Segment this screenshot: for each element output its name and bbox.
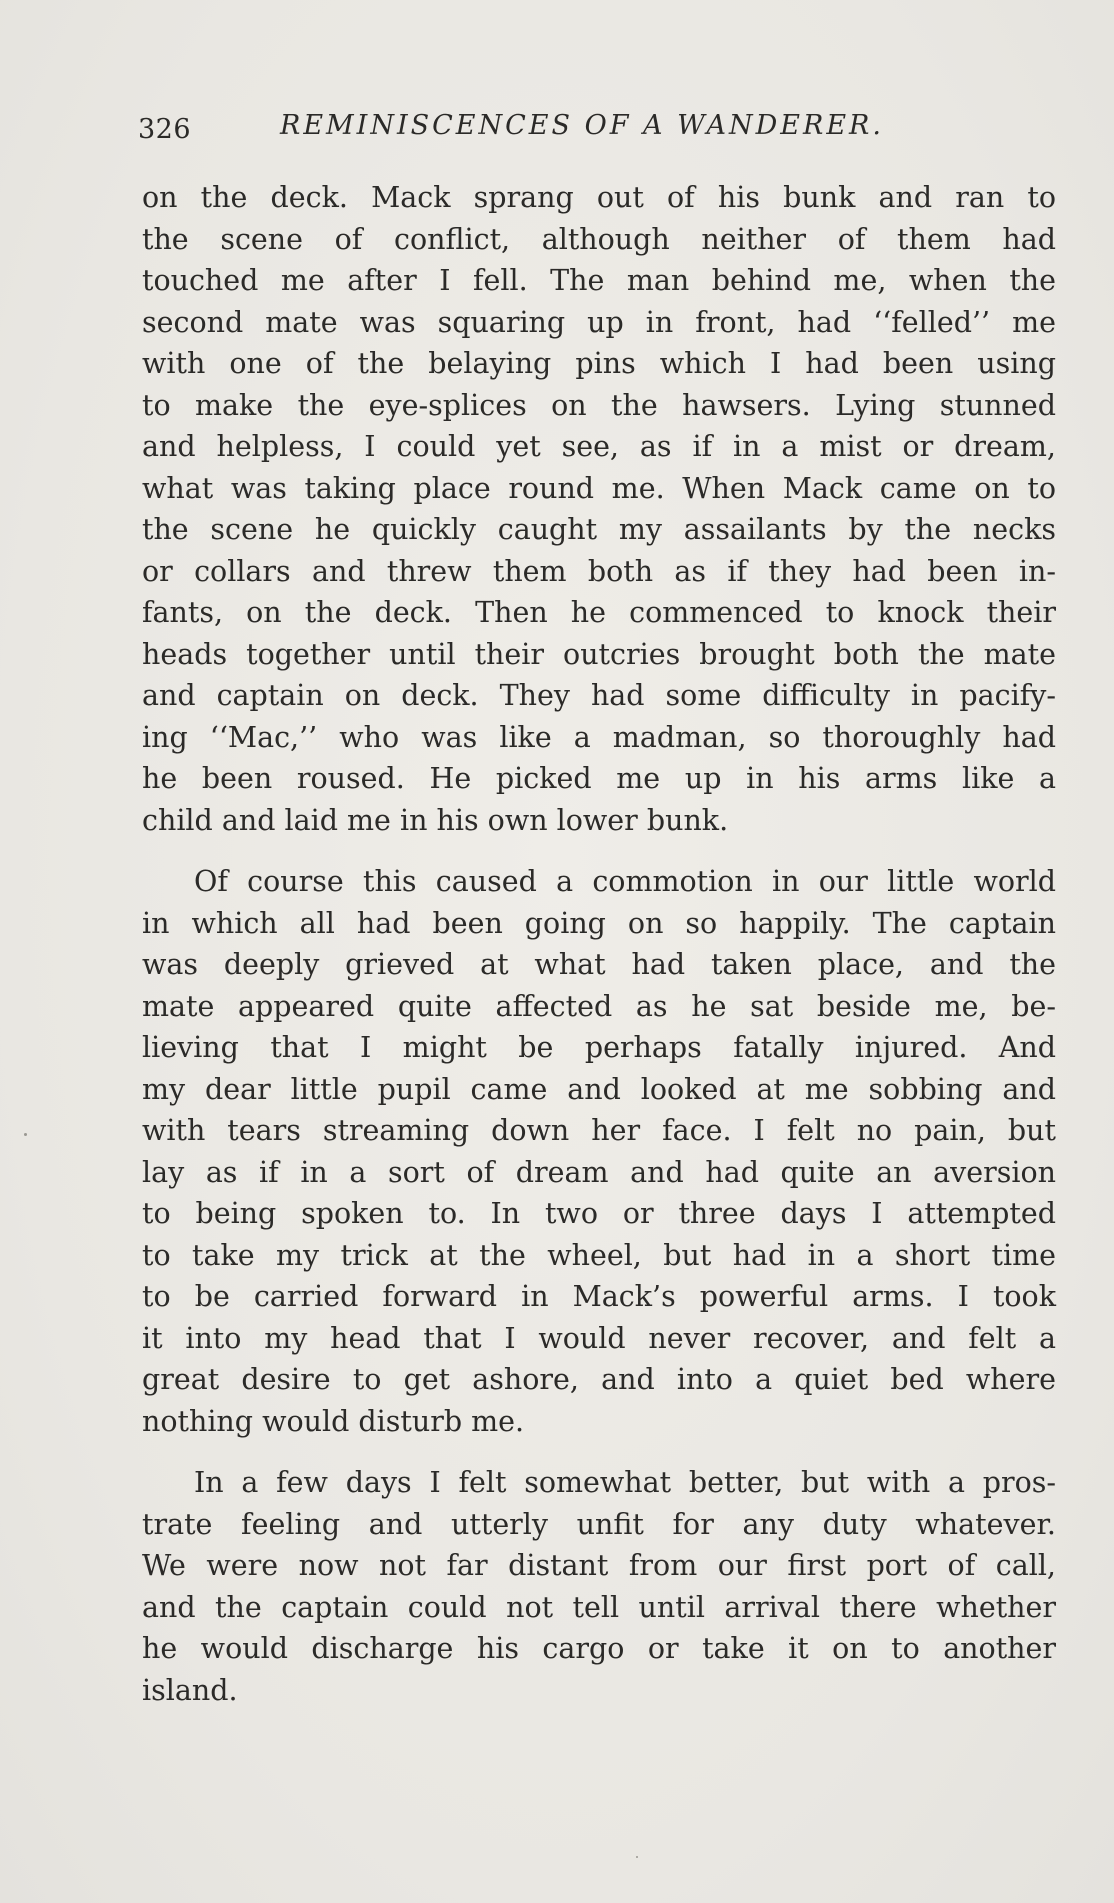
- text-line: In a few days I felt somewhat better, but with a pros-: [194, 1466, 1056, 1499]
- text-line: ing ‘‘Mac,’’ who was like a madman, so thoroughly had: [142, 720, 1056, 754]
- text-line: it into my head that I would never recover, and felt a: [142, 1321, 1056, 1355]
- text-line: and helpless, I could yet see, as if in a mist or dream,: [142, 430, 1056, 463]
- text-line: to being spoken to. In two or three days I attempted: [142, 1197, 1056, 1230]
- text-line: mate appeared quite affected as he sat beside me, be-: [142, 989, 1056, 1023]
- text-line: the scene he quickly caught my assailants by the necks: [142, 513, 1056, 546]
- text-line: in which all had been going on so happily. The captain: [142, 906, 1056, 940]
- text-line: lay as if in a sort of dream and had quite an aversion: [142, 1155, 1056, 1189]
- text-line: to make the eye-splices on the hawsers. Lying stunned: [142, 388, 1056, 422]
- text-line: lieving that I might be perhaps fatally injured. And: [142, 1031, 1056, 1064]
- text-line: touched me after I fell. The man behind me, when the: [142, 264, 1056, 297]
- text-line: island.: [142, 1673, 238, 1707]
- paragraph-2: [142, 861, 1056, 1442]
- text-line: with one of the belaying pins which I had been using: [142, 347, 1056, 380]
- page-header: [138, 108, 958, 152]
- text-line: or collars and threw them both as if they had been in-: [142, 554, 1056, 588]
- text-line: the scene of conflict, although neither of them had: [142, 222, 1056, 256]
- text-line: Of course this caused a commotion in our little world: [194, 865, 1056, 898]
- page-number: 326: [138, 114, 192, 145]
- text-line: on the deck. Mack sprang out of his bunk and ran to: [142, 181, 1056, 214]
- text-line: trate feeling and utterly unfit for any duty whatever.: [142, 1507, 1056, 1541]
- text-line: he would discharge his cargo or take it on to another: [142, 1632, 1056, 1665]
- body-text: [142, 177, 1056, 1711]
- text-line: with tears streaming down her face. I felt no pain, but: [142, 1114, 1056, 1147]
- paper-speck: [24, 1133, 27, 1136]
- paragraph-3: [142, 1462, 1056, 1711]
- text-line: what was taking place round me. When Mack came on to: [142, 471, 1056, 505]
- text-line: to take my trick at the wheel, but had in a short time: [142, 1238, 1056, 1272]
- paragraph-gap: [142, 841, 1056, 861]
- text-line: child and laid me in his own lower bunk.: [142, 803, 729, 837]
- text-line: We were now not far distant from our first port of call,: [142, 1549, 1056, 1582]
- text-line: great desire to get ashore, and into a quiet bed where: [142, 1363, 1056, 1396]
- text-line: my dear little pupil came and looked at me sobbing and: [142, 1072, 1056, 1106]
- text-line: he been roused. He picked me up in his arms like a: [142, 762, 1056, 795]
- text-line: second mate was squaring up in front, had ‘‘felled’’ me: [142, 305, 1056, 339]
- text-line: heads together until their outcries brought both the mate: [142, 637, 1056, 671]
- paragraph-gap: [142, 1442, 1056, 1462]
- text-line: to be carried forward in Mack’s powerful arms. I took: [142, 1280, 1056, 1313]
- paragraph-1: [142, 177, 1056, 841]
- text-line: was deeply grieved at what had taken place, and the: [142, 948, 1056, 981]
- paper-speck: [636, 1856, 638, 1858]
- text-line: and captain on deck. They had some difficulty in pacify-: [142, 679, 1056, 712]
- running-head: REMINISCENCES OF A WANDERER.: [280, 110, 884, 141]
- text-line: fants, on the deck. Then he commenced to knock their: [142, 596, 1056, 629]
- text-line: and the captain could not tell until arrival there whether: [142, 1590, 1056, 1624]
- text-line: nothing would disturb me.: [142, 1404, 525, 1438]
